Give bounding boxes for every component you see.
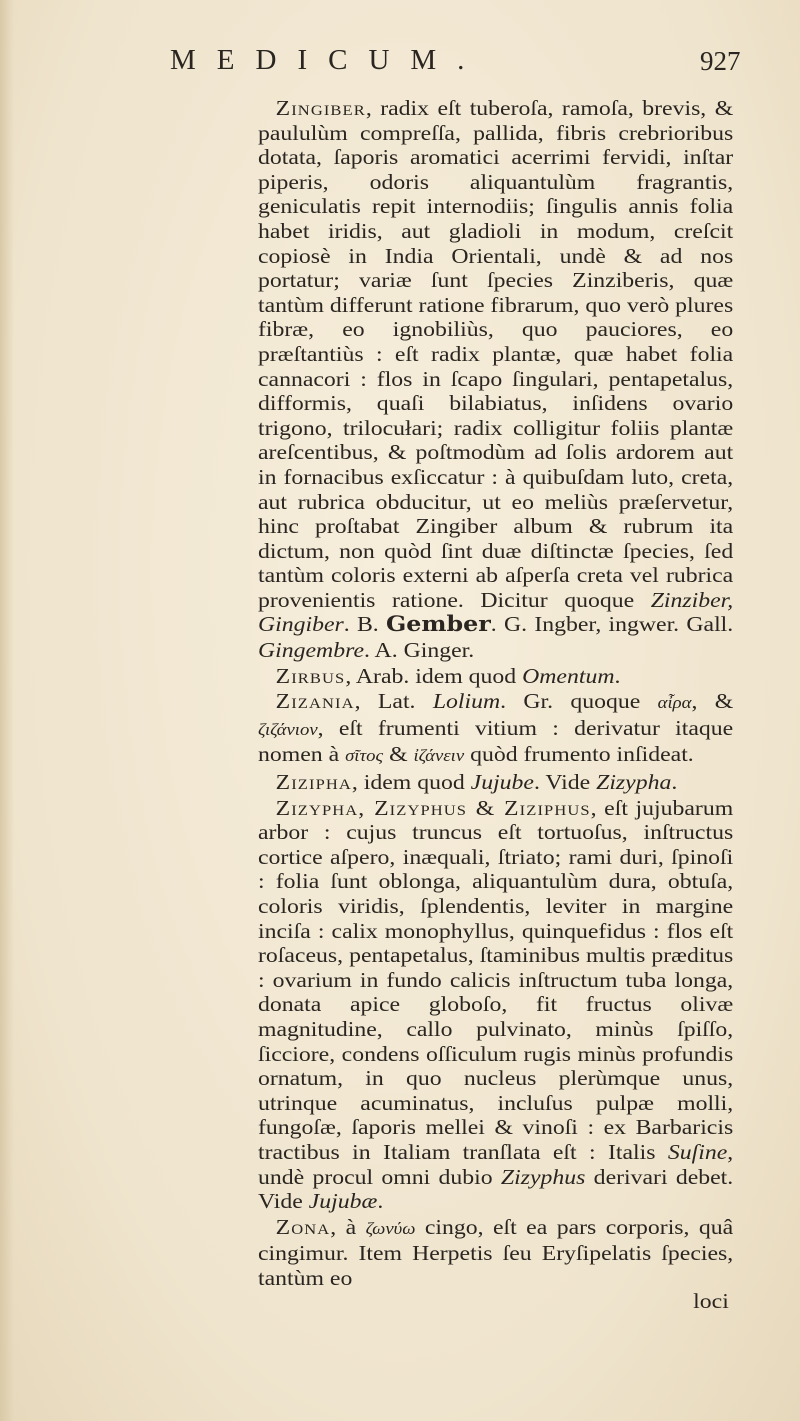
entry-headword: Zona bbox=[275, 1214, 331, 1239]
entry-definition: , Lat. bbox=[354, 689, 433, 714]
entry-definition: , Arab. idem quod bbox=[345, 663, 523, 688]
entry-definition-cont: quòd frumento inſideat. bbox=[464, 742, 694, 767]
cross-reference: Jujube bbox=[470, 770, 534, 795]
entry-definition: , radix eſt tuberoſa, ramoſa, brevis, & paululùm compreſſa, pallida, fibris crebrioribus dotata, ſaporis aromatici acerrimi fervidi, inſtar piperis, odoris aliquantulùm fragrantis, geniculatis repit internodiis; ſingulis annis folia habet iridis, aut gladioli in modum, creſcit copiosè in India Orientali, undè & ad nos portatur; variæ ſunt ſpecies Zinziberis, quæ tantùm differunt ratione fibrarum, quo verò plures fibræ, eo ignobiliùs, quo pauciores, eo præſtantiùs : eſt radix plantæ, quæ habet folia cannacori : flos in ſcapo ſingulari, pentapetalus, difformis, quaſi bilabiatus, inſidens ovario trigono, trilocułari; radix colligitur foliis plantæ areſcentibus, & poſtmodùm ad ſolis ardorem aut in fornacibus exſiccatur : à quibuſdam luto, creta, aut rubrica obducitur, ut eo meliùs præſervetur, hinc proſtabat Zingiber album & rubrum ita dictum, non quòd ſint duæ diſtinctæ ſpecies, ſed tantùm coloris externi ab aſperſa creta vel rubrica provenientis ratione. Dicitur quoque bbox=[258, 96, 734, 612]
entry-definition: , à bbox=[330, 1214, 366, 1239]
greek-word: αἶρα bbox=[657, 693, 692, 713]
entry-definition-cont: . B. bbox=[343, 612, 387, 637]
cross-reference: Jujubæ bbox=[308, 1189, 378, 1214]
cross-reference: Zizypha bbox=[596, 770, 672, 795]
entry-definition-cont: & bbox=[383, 742, 414, 767]
italian-word: Suſine bbox=[667, 1139, 728, 1164]
catchword-line bbox=[258, 1289, 733, 1314]
greek-word: ἰζάνειν bbox=[413, 746, 465, 766]
french-word: Gingembre bbox=[258, 638, 364, 663]
entry-definition-cont: . A. Ginger. bbox=[363, 638, 475, 663]
page-gutter-shadow bbox=[0, 0, 14, 1421]
running-head bbox=[0, 44, 800, 84]
entry-definition-cont: . bbox=[671, 770, 678, 795]
entry-definition-cont: . G. Ingber, ingwer. Gall. bbox=[490, 612, 734, 637]
entry-definition: , eſt jujubarum arbor : cujus truncus eſt tortuoſus, inſtructus cortice aſpero, inæquali, ſtriato; rami duri, ſpinoſi : folia ſunt oblonga, aliquantulùm dura, obtuſa, coloris viridis, ſplendentis, leviter in margine inciſa : calix monophyllus, quinquefidus : flos eſt roſaceus, pentapetalus, ſtaminibus multis præditus : ovarium in fundo calicis inſtructum tuba longa, donata apice globoſo, fit fructus olivæ magnitudine, callo pulvinato, minùs ſpiſſo, ſicciore, condens oſſiculum rugis minùs profundis ornatum, in quo nucleus plerùmque unus, utrinque acuminatus, incluſus pulpæ molli, fungoſæ, ſaporis mellei & vinoſi : ex Barbaricis tractibus in Italiam tranſlata eſt : Italis bbox=[258, 795, 734, 1164]
entry-definition-cont: , & bbox=[691, 689, 734, 714]
entry-headword: Zizania bbox=[275, 689, 355, 714]
page-number: 927 bbox=[700, 46, 741, 76]
entry-synonyms: Zinziber, Gingiber bbox=[258, 587, 734, 637]
entry-definition-cont: , eſt frumenti vitium : derivatur itaque nomen à bbox=[258, 715, 734, 767]
entry-headword: Zizypha, Zizyphus & Ziziphus bbox=[275, 795, 591, 820]
blackletter-word: Gember bbox=[386, 612, 491, 638]
entry-definition: , idem quod bbox=[351, 770, 471, 795]
entry-definition-cont: , undè procul omni dubio bbox=[258, 1139, 734, 1189]
greek-word: ζιζάνιον bbox=[258, 719, 318, 739]
entry-headword: Zizipha bbox=[275, 770, 352, 795]
dictionary-text bbox=[258, 96, 733, 1313]
entry-zona bbox=[258, 1215, 733, 1291]
entry-definition-cont: cingo, eſt ea pars corporis, quâ cingimur. Item Herpetis ſeu Eryſipelatis ſpecies, tantùm eo bbox=[258, 1214, 734, 1290]
entry-headword: Zirbus bbox=[275, 663, 346, 688]
entry-zizania bbox=[258, 689, 733, 769]
greek-word: σῖτος bbox=[345, 746, 384, 766]
latin-word: Lolium bbox=[432, 689, 501, 714]
entry-definition-cont: derivari debet. Vide bbox=[258, 1164, 734, 1214]
greek-word: ζωνύω bbox=[365, 1218, 416, 1238]
entry-definition-cont: . Gr. quoque bbox=[500, 689, 658, 714]
cross-reference: Omentum bbox=[522, 663, 615, 688]
entry-headword: Zingiber bbox=[275, 96, 366, 120]
entry-zirbus bbox=[258, 664, 733, 689]
running-title: MEDICUM. bbox=[170, 44, 486, 76]
entry-definition-cont: . Vide bbox=[533, 770, 597, 795]
entry-zingiber bbox=[258, 96, 733, 663]
entry-definition-cont: . bbox=[377, 1189, 384, 1214]
catchword: loci bbox=[693, 1288, 729, 1313]
entry-definition-cont: . bbox=[614, 663, 621, 688]
genus-name: Zizyphus bbox=[500, 1164, 586, 1189]
entry-zizypha bbox=[258, 796, 733, 1214]
entry-zizipha bbox=[258, 770, 733, 795]
